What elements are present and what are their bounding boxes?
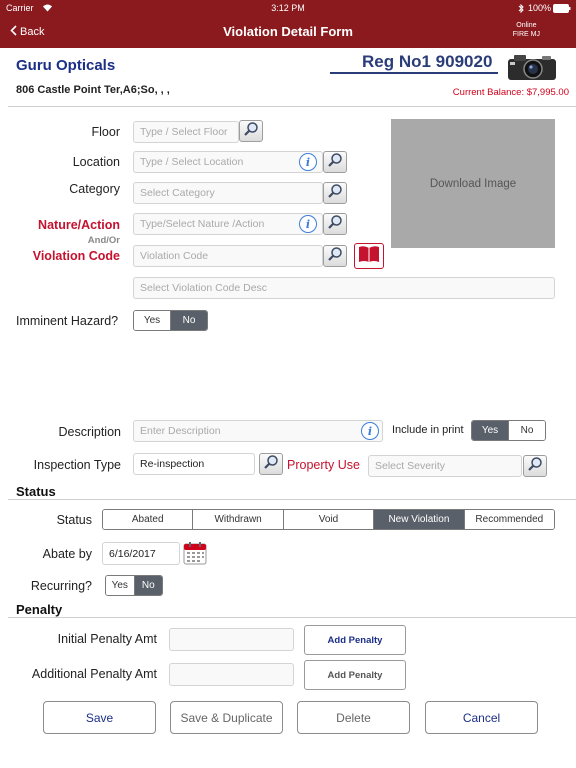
save-duplicate-button[interactable]: Save & Duplicate bbox=[170, 701, 283, 734]
page-title: Violation Detail Form bbox=[223, 24, 353, 39]
magnifier-icon bbox=[263, 454, 279, 475]
magnifier-icon bbox=[327, 214, 343, 235]
company-address: 806 Castle Point Ter,A6;So, , , bbox=[16, 84, 170, 96]
nature-search-button[interactable] bbox=[323, 213, 347, 235]
nature-action-label: Nature/Action bbox=[38, 218, 120, 232]
description-info-icon[interactable]: i bbox=[361, 422, 379, 440]
status-option-void[interactable]: Void bbox=[284, 510, 374, 529]
add-initial-penalty-button[interactable]: Add Penalty bbox=[304, 625, 406, 655]
additional-penalty-input[interactable] bbox=[169, 663, 294, 686]
save-button[interactable]: Save bbox=[43, 701, 156, 734]
include-print-label: Include in print bbox=[392, 424, 464, 436]
online-status bbox=[513, 21, 540, 39]
status-option-withdrawn[interactable]: Withdrawn bbox=[193, 510, 283, 529]
registration-number: Reg No1 909020 bbox=[330, 52, 498, 74]
include-no-option[interactable]: No bbox=[509, 421, 545, 440]
severity-search-button[interactable] bbox=[523, 455, 547, 477]
battery-percent: 100% bbox=[528, 3, 552, 13]
user-label: FIRE MJ bbox=[512, 31, 540, 38]
severity-input[interactable]: Select Severity bbox=[368, 455, 522, 477]
magnifier-icon bbox=[243, 121, 259, 142]
penalty-divider bbox=[8, 617, 576, 618]
description-label: Description bbox=[58, 425, 121, 439]
abate-by-label: Abate by bbox=[42, 547, 92, 561]
recurring-label: Recurring? bbox=[30, 579, 92, 593]
location-label: Location bbox=[72, 155, 120, 169]
clock-label: 3:12 PM bbox=[271, 3, 305, 13]
status-option-new-violation[interactable]: New Violation bbox=[374, 510, 464, 529]
violation-code-label: Violation Code bbox=[32, 249, 120, 263]
carrier-label: Carrier bbox=[6, 3, 34, 13]
location-search-button[interactable] bbox=[323, 151, 347, 173]
battery-icon bbox=[553, 4, 571, 15]
back-label: Back bbox=[20, 26, 45, 38]
initial-penalty-label: Initial Penalty Amt bbox=[57, 632, 157, 646]
recurring-yes-option[interactable]: Yes bbox=[106, 576, 135, 595]
status-option-recommended[interactable]: Recommended bbox=[465, 510, 554, 529]
recurring-toggle[interactable] bbox=[105, 575, 163, 596]
floor-input[interactable]: Type / Select Floor bbox=[133, 121, 239, 143]
additional-penalty-label: Additional Penalty Amt bbox=[31, 667, 157, 681]
nature-info-icon[interactable]: i bbox=[299, 215, 317, 233]
status-label: Status bbox=[56, 513, 92, 527]
navigation-bar bbox=[0, 16, 576, 48]
penalty-section-title: Penalty bbox=[16, 602, 63, 617]
header-divider bbox=[8, 106, 576, 107]
online-label: Online bbox=[516, 22, 537, 29]
violation-search-button[interactable] bbox=[323, 245, 347, 267]
magnifier-icon bbox=[327, 152, 343, 173]
violation-desc-input[interactable]: Select Violation Code Desc bbox=[133, 277, 555, 299]
violation-code-input[interactable]: Violation Code bbox=[133, 245, 323, 267]
include-yes-option[interactable]: Yes bbox=[472, 421, 509, 440]
book-icon bbox=[358, 245, 380, 268]
code-book-button[interactable] bbox=[354, 243, 384, 269]
floor-label: Floor bbox=[91, 125, 120, 139]
delete-button[interactable]: Delete bbox=[297, 701, 410, 734]
calendar-icon[interactable] bbox=[183, 541, 207, 570]
location-info-icon[interactable]: i bbox=[299, 153, 317, 171]
magnifier-icon bbox=[327, 246, 343, 267]
include-print-toggle[interactable] bbox=[471, 420, 546, 441]
bluetooth-icon bbox=[518, 4, 524, 15]
camera-icon[interactable] bbox=[506, 52, 558, 87]
status-section-title: Status bbox=[16, 484, 56, 499]
inspection-type-input[interactable]: Re-inspection bbox=[133, 453, 255, 475]
recurring-no-option[interactable]: No bbox=[135, 576, 163, 595]
description-input[interactable]: Enter Description bbox=[133, 420, 383, 442]
and-or-label: And/Or bbox=[87, 235, 120, 246]
status-divider bbox=[8, 499, 576, 500]
magnifier-icon bbox=[327, 183, 343, 204]
inspection-type-label: Inspection Type bbox=[33, 458, 121, 472]
property-use-label: Property Use bbox=[287, 458, 360, 472]
category-search-button[interactable] bbox=[323, 182, 347, 204]
initial-penalty-input[interactable] bbox=[169, 628, 294, 651]
status-segmented-control[interactable] bbox=[102, 509, 555, 530]
download-image-placeholder[interactable]: Download Image bbox=[391, 119, 555, 248]
status-bar bbox=[0, 0, 576, 16]
category-label: Category bbox=[69, 182, 120, 196]
imminent-yes-option[interactable]: Yes bbox=[134, 311, 171, 330]
company-name: Guru Opticals bbox=[16, 57, 116, 74]
floor-search-button[interactable] bbox=[239, 120, 263, 142]
add-additional-penalty-button[interactable]: Add Penalty bbox=[304, 660, 406, 690]
cancel-button[interactable]: Cancel bbox=[425, 701, 538, 734]
imminent-hazard-toggle[interactable] bbox=[133, 310, 208, 331]
magnifier-icon bbox=[527, 456, 543, 477]
imminent-hazard-label: Imminent Hazard? bbox=[16, 314, 119, 328]
abate-date-input[interactable]: 6/16/2017 bbox=[102, 542, 180, 565]
current-balance: Current Balance: $7,995.00 bbox=[452, 87, 569, 98]
nature-action-input[interactable]: Type/Select Nature /Action bbox=[133, 213, 323, 235]
category-input[interactable]: Select Category bbox=[133, 182, 323, 204]
inspection-search-button[interactable] bbox=[259, 453, 283, 475]
imminent-no-option[interactable]: No bbox=[171, 311, 207, 330]
status-option-abated[interactable]: Abated bbox=[103, 510, 193, 529]
location-input[interactable]: Type / Select Location bbox=[133, 151, 323, 173]
